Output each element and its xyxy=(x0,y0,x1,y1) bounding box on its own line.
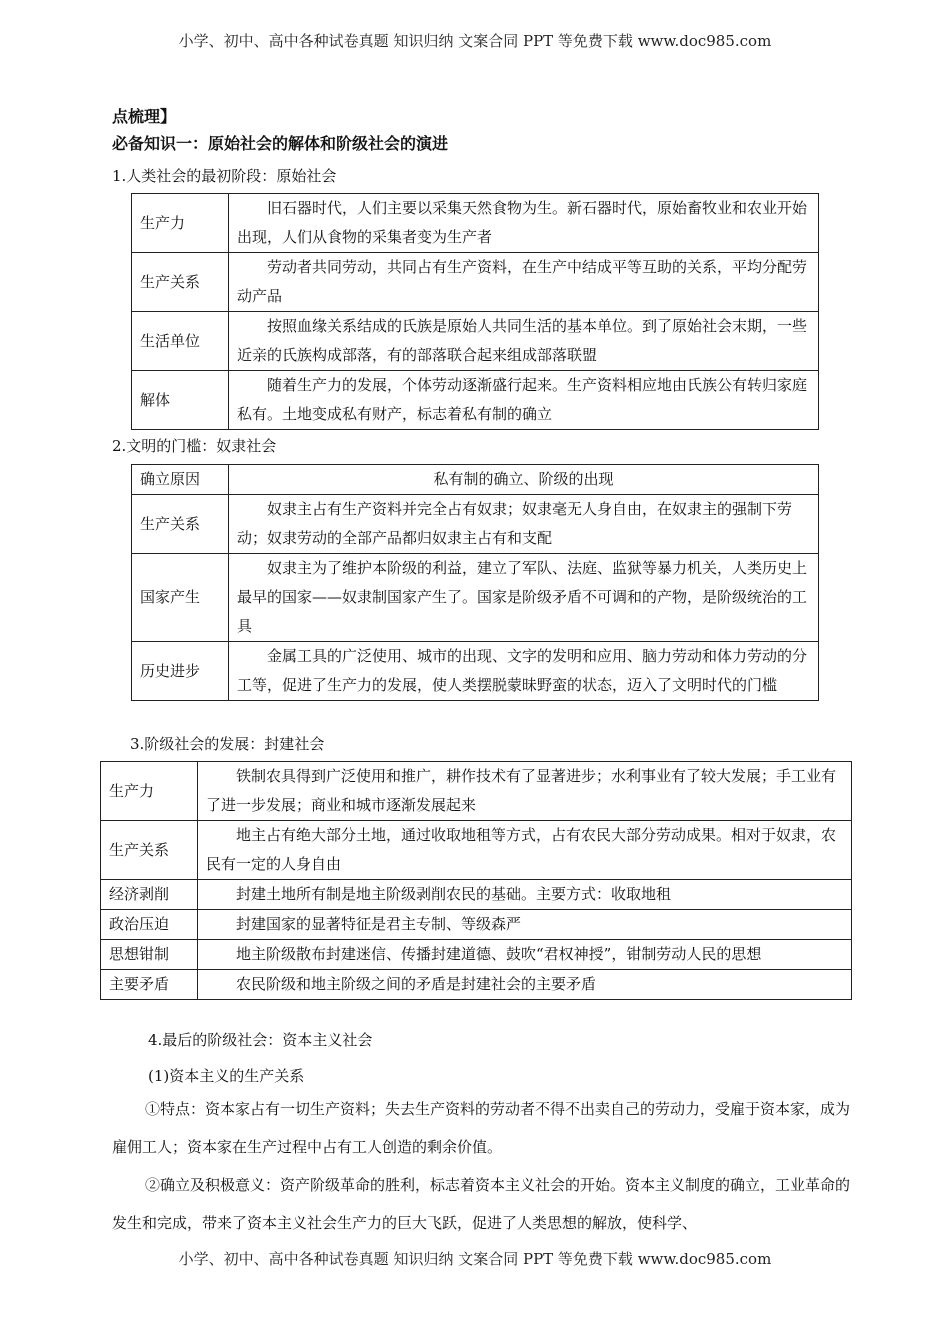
row-label: 生产力 xyxy=(132,194,229,253)
row-label: 生产关系 xyxy=(132,495,229,554)
row-label: 生活单位 xyxy=(132,312,229,371)
row-text: 金属工具的广泛使用、城市的出现、文字的发明和应用、脑力劳动和体力劳动的分工等，促进了生产力的发展，使人类摆脱蒙昧野蛮的状态，迈入了文明时代的门槛 xyxy=(229,642,819,701)
row-label: 主要矛盾 xyxy=(101,970,198,1000)
row-text: 劳动者共同劳动，共同占有生产资料，在生产中结成平等互助的关系，平均分配劳动产品 xyxy=(229,253,819,312)
row-text: 私有制的确立、阶级的出现 xyxy=(229,465,819,495)
table-row xyxy=(101,821,852,880)
table-row xyxy=(101,910,852,940)
row-text: 按照血缘关系结成的氏族是原始人共同生活的基本单位。到了原始社会末期，一些近亲的氏族构成部落，有的部落联合起来组成部落联盟 xyxy=(229,312,819,371)
table-row xyxy=(101,970,852,1000)
s1-title: 1.人类社会的最初阶段：原始社会 xyxy=(112,167,337,185)
row-label: 历史进步 xyxy=(132,642,229,701)
row-label: 思想钳制 xyxy=(101,940,198,970)
table-row xyxy=(101,762,852,821)
row-text: 奴隶主为了维护本阶级的利益，建立了军队、法庭、监狱等暴力机关，人类历史上最早的国家——奴隶制国家产生了。国家是阶级矛盾不可调和的产物，是阶级统治的工具 xyxy=(229,554,819,642)
row-label: 国家产生 xyxy=(132,554,229,642)
section-title: 点梳理】 xyxy=(112,107,177,126)
row-label: 生产关系 xyxy=(132,253,229,312)
table-row xyxy=(132,465,819,495)
s4-title: 4.最后的阶级社会：资本主义社会 xyxy=(148,1031,373,1049)
table-row xyxy=(101,880,852,910)
s4-subtitle: (1)资本主义的生产关系 xyxy=(148,1067,305,1085)
row-text: 随着生产力的发展，个体劳动逐渐盛行起来。生产资料相应地由氏族公有转归家庭私有。土地变成私有财产，标志着私有制的确立 xyxy=(229,371,819,430)
s3-title: 3.阶级社会的发展：封建社会 xyxy=(130,735,325,753)
s4-paragraph-2: ②确立及积极意义：资产阶级革命的胜利，标志着资本主义社会的开始。资本主义制度的确立，工业革命的发生和完成，带来了资本主义社会生产力的巨大飞跃，促进了人类思想的解放，使科学、 xyxy=(112,1176,851,1232)
knowledge-title: 必备知识一：原始社会的解体和阶级社会的演进 xyxy=(112,134,449,153)
table-row xyxy=(132,194,819,253)
table-slave-society xyxy=(131,464,819,701)
s2-title: 2.文明的门槛：奴隶社会 xyxy=(112,437,277,455)
row-text: 旧石器时代，人们主要以采集天然食物为生。新石器时代，原始畜牧业和农业开始出现，人们从食物的采集者变为生产者 xyxy=(229,194,819,253)
table-row xyxy=(101,940,852,970)
table-primitive-society xyxy=(131,193,819,430)
row-label: 生产关系 xyxy=(101,821,198,880)
row-label: 经济剥削 xyxy=(101,880,198,910)
row-text: 地主占有绝大部分土地，通过收取地租等方式，占有农民大部分劳动成果。相对于奴隶，农民有一定的人身自由 xyxy=(198,821,852,880)
page-header: 小学、初中、高中各种试卷真题 知识归纳 文案合同 PPT 等免费下载 www.doc985.com xyxy=(178,32,772,50)
table-row xyxy=(132,642,819,701)
row-text: 封建国家的显著特征是君主专制、等级森严 xyxy=(198,910,852,940)
table-feudal-society xyxy=(100,761,852,1000)
page-footer: 小学、初中、高中各种试卷真题 知识归纳 文案合同 PPT 等免费下载 www.doc985.com xyxy=(178,1250,772,1268)
table-row xyxy=(132,371,819,430)
row-label: 生产力 xyxy=(101,762,198,821)
table-row xyxy=(132,554,819,642)
s4-paragraph-1: ①特点：资本家占有一切生产资料；失去生产资料的劳动者不得不出卖自己的劳动力，受雇于资本家，成为雇佣工人；资本家在生产过程中占有工人创造的剩余价值。 xyxy=(112,1100,851,1156)
row-text: 封建土地所有制是地主阶级剥削农民的基础。主要方式：收取地租 xyxy=(198,880,852,910)
table-row xyxy=(132,495,819,554)
row-text: 铁制农具得到广泛使用和推广，耕作技术有了显著进步；水利事业有了较大发展；手工业有了进一步发展；商业和城市逐渐发展起来 xyxy=(198,762,852,821)
row-label: 确立原因 xyxy=(132,465,229,495)
row-label: 解体 xyxy=(132,371,229,430)
row-text: 奴隶主占有生产资料并完全占有奴隶；奴隶毫无人身自由，在奴隶主的强制下劳动；奴隶劳动的全部产品都归奴隶主占有和支配 xyxy=(229,495,819,554)
row-label: 政治压迫 xyxy=(101,910,198,940)
table-row xyxy=(132,253,819,312)
row-text: 地主阶级散布封建迷信、传播封建道德、鼓吹“君权神授”，钳制劳动人民的思想 xyxy=(198,940,852,970)
table-row xyxy=(132,312,819,371)
row-text: 农民阶级和地主阶级之间的矛盾是封建社会的主要矛盾 xyxy=(198,970,852,1000)
